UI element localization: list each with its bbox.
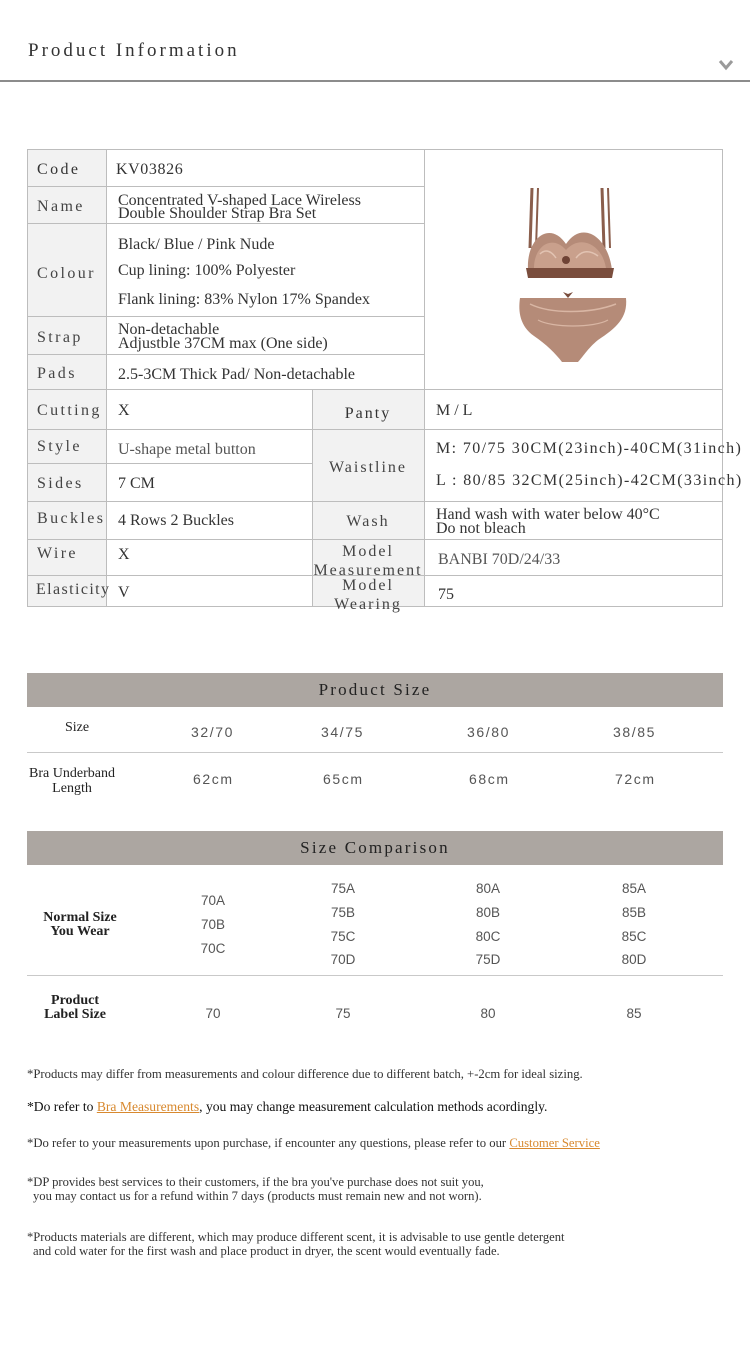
size-34-75: 34/75 <box>321 724 365 740</box>
label-size-85: 85 <box>626 1006 642 1021</box>
note-customer-service <box>27 1136 600 1151</box>
size-70c: 70C <box>200 941 226 956</box>
cutting-label: Cutting <box>37 402 102 419</box>
label-size-label-line2: Label Size <box>44 1007 106 1022</box>
name-label: Name <box>37 198 85 215</box>
colour-line1: Black/ Blue / Pink Nude <box>118 236 275 253</box>
elasticity-value: V <box>118 584 130 601</box>
note-text: *Do refer to <box>27 1099 97 1114</box>
model-measurement-label-line2: Measurement <box>313 562 423 579</box>
pads-label: Pads <box>37 365 77 382</box>
size-85a: 85A <box>621 881 647 896</box>
product-image <box>490 178 640 373</box>
panty-value: M / L <box>436 402 473 419</box>
model-measurement-value: BANBI 70D/24/33 <box>438 551 561 568</box>
sides-value: 7 CM <box>118 475 155 492</box>
model-measurement-label-line1: Model <box>342 543 394 560</box>
size-70a: 70A <box>200 893 226 908</box>
wash-line2: Do not bleach <box>436 520 526 537</box>
buckles-label: Buckles <box>37 510 106 527</box>
colour-line3: Flank lining: 83% Nylon 17% Spandex <box>118 291 370 308</box>
label-size-80: 80 <box>480 1006 496 1021</box>
underband-label-line2: Length <box>52 781 92 796</box>
size-80d: 80D <box>621 952 647 967</box>
note-refund-line1: *DP provides best services to their customers, if the bra you've purchase does not suit you, <box>27 1175 484 1189</box>
size-70d: 70D <box>330 952 356 967</box>
note-bra-measurements <box>27 1099 547 1115</box>
sides-label: Sides <box>37 475 84 492</box>
panty-label: Panty <box>344 405 392 422</box>
colour-label: Colour <box>37 265 96 282</box>
size-80c: 80C <box>475 929 501 944</box>
wash-line1: Hand wash with water below 40°C <box>436 506 660 523</box>
size-80b: 80B <box>475 905 501 920</box>
size-75a: 75A <box>330 881 356 896</box>
size-comparison-title: Size Comparison <box>27 831 723 865</box>
wire-value: X <box>118 546 130 563</box>
normal-size-label-line1: Normal Size <box>43 910 117 925</box>
bra-measurements-link[interactable]: Bra Measurements <box>96 1099 200 1114</box>
code-label: Code <box>37 161 81 178</box>
pads-value: 2.5-3CM Thick Pad/ Non-detachable <box>118 366 355 383</box>
size-label: Size <box>64 720 90 735</box>
waistline-line2: L : 80/85 32CM(25inch)-42CM(33inch) <box>436 472 743 489</box>
label-size-70: 70 <box>205 1006 221 1021</box>
strap-line1: Non-detachable <box>118 321 220 338</box>
note-text: *Do refer to your measurements upon purchase, if encounter any questions, please refer to our <box>27 1136 510 1150</box>
underband-68: 68cm <box>469 771 510 787</box>
model-wearing-label-line2: Wearing <box>334 596 402 613</box>
style-value: U-shape metal button <box>118 441 256 458</box>
wire-label: Wire <box>37 545 78 562</box>
model-wearing-value: 75 <box>438 586 454 603</box>
buckles-value: 4 Rows 2 Buckles <box>118 512 234 529</box>
normal-size-label-line2: You Wear <box>50 924 110 939</box>
size-85c: 85C <box>621 929 647 944</box>
note-scent-line2: and cold water for the first wash and place product in dryer, the scent would eventually fade. <box>33 1244 500 1258</box>
wash-label: Wash <box>346 513 390 530</box>
underband-65: 65cm <box>323 771 364 787</box>
page-title: Product Information <box>28 40 240 61</box>
underband-label-line1: Bra Underband <box>29 766 115 781</box>
product-size-title: Product Size <box>27 673 723 707</box>
elasticity-label: Elasticity <box>36 581 111 598</box>
note-batch-difference: *Products may differ from measurements and colour difference due to different batch, +-2cm for ideal sizing. <box>27 1067 583 1081</box>
page-header <box>0 0 750 82</box>
size-36-80: 36/80 <box>467 724 511 740</box>
size-70b: 70B <box>200 917 226 932</box>
underband-72: 72cm <box>615 771 656 787</box>
size-75d: 75D <box>475 952 501 967</box>
label-size-label-line1: Product <box>51 993 99 1008</box>
model-wearing-label-line1: Model <box>342 577 394 594</box>
name-value-line1: Concentrated V-shaped Lace Wireless <box>118 192 361 209</box>
label-size-75: 75 <box>335 1006 351 1021</box>
size-85b: 85B <box>621 905 647 920</box>
note-scent-line1: *Products materials are different, which may produce different scent, it is advisable to use gentle detergent <box>27 1230 565 1244</box>
underband-62: 62cm <box>193 771 234 787</box>
code-value: KV03826 <box>116 161 184 178</box>
style-label: Style <box>37 438 82 455</box>
strap-line2: Adjustble 37CM max (One side) <box>118 335 328 352</box>
chevron-down-icon[interactable] <box>717 58 735 72</box>
size-38-85: 38/85 <box>613 724 657 740</box>
size-75b: 75B <box>330 905 356 920</box>
waistline-line1: M: 70/75 30CM(23inch)-40CM(31inch) <box>436 440 743 457</box>
customer-service-link[interactable]: Customer Service <box>509 1136 600 1150</box>
cutting-value: X <box>118 402 130 419</box>
size-32-70: 32/70 <box>191 724 235 740</box>
size-75c: 75C <box>330 929 356 944</box>
note-text: , you may change measurement calculation methods acordingly. <box>199 1099 548 1114</box>
name-value-line2: Double Shoulder Strap Bra Set <box>118 205 317 222</box>
waistline-label: Waistline <box>328 459 408 476</box>
note-refund-line2: you may contact us for a refund within 7 days (products must remain new and not worn). <box>33 1189 482 1203</box>
size-80a: 80A <box>475 881 501 896</box>
colour-line2: Cup lining: 100% Polyester <box>118 262 296 279</box>
strap-label: Strap <box>37 329 83 346</box>
